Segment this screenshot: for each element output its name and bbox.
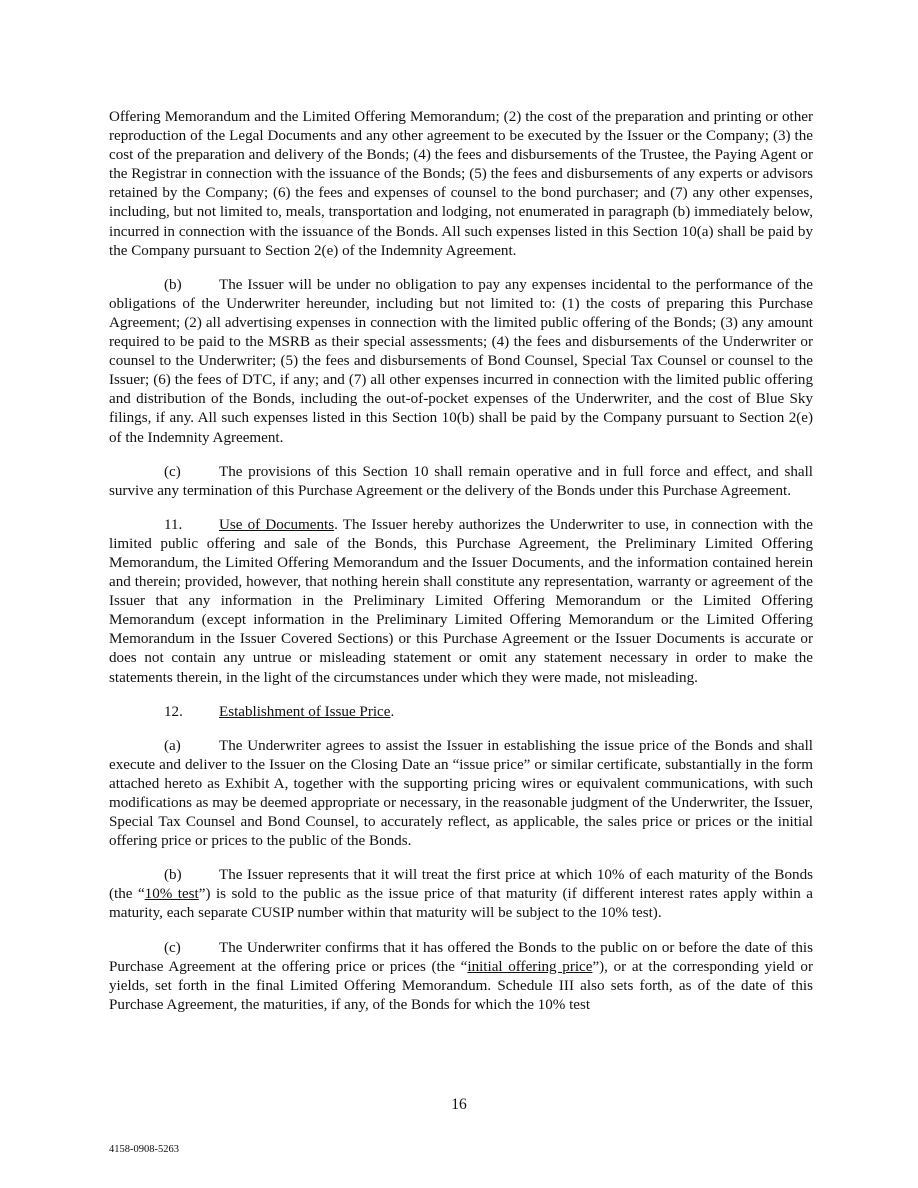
paragraph-label: (b): [164, 867, 182, 884]
paragraph-text: ”), or at the corresponding yield or yields, set forth in the final Limited Offering Memorandum. Schedule III also sets forth, as of the date of this Purchase Agreement, the maturities, if any, of the Bonds for which the 10% test: [109, 958, 813, 1013]
section-12: [109, 703, 813, 722]
paragraph-text: The provisions of this Section 10 shall remain operative and in full force and effect, and shall survive any termination of this Purchase Agreement or the delivery of the Bonds under this Purchase Agreement.: [109, 463, 813, 499]
paragraph-10a-continued: [109, 108, 813, 261]
paragraph-10b: [109, 276, 813, 448]
page-number: 16: [451, 1096, 467, 1113]
paragraph-text: The Underwriter agrees to assist the Issuer in establishing the issue price of the Bonds and shall execute and deliver to the Issuer on the Closing Date an “issue price” or similar certificate, substantially in the form attached hereto as Exhibit A, together with the supporting pricing wires or equivalent communications, with such modifications as may be deemed appropriate or necessary, in the reasonable judgment of the Underwriter, the Issuer, Special Tax Counsel and Bond Counsel, to accurately reflect, as applicable, the sales price or prices or the initial offering price or prices to the public of the Bonds.: [109, 737, 813, 850]
document-id: 4158-0908-5263: [109, 1144, 179, 1155]
paragraph-label: (c): [164, 463, 181, 480]
section-heading: Use of Documents: [219, 516, 335, 533]
defined-term: initial offering price: [467, 958, 593, 975]
paragraph-12c: [109, 939, 813, 1015]
paragraph-label: (a): [164, 737, 181, 754]
section-number: 12.: [164, 703, 183, 720]
paragraph-text: The Issuer will be under no obligation to pay any expenses incidental to the performance of the obligations of the Underwriter hereunder, including but not limited to: (1) the costs of preparing this Purchase Agreement; (2) all advertising expenses in connection with the limited public offering of the Bonds; (3) any amount required to be paid to the MSRB as their special assessments; (4) the fees and disbursements of the Underwriter or counsel to the Underwriter; (5) the fees and disbursements of Bond Counsel, Special Tax Counsel or counsel to the Issuer; (6) the fees of DTC, if any; and (7) all other expenses incurred in connection with the limited public offering and distribution of the Bonds, including the out-of-pocket expenses of the Underwriter, and the cost of Blue Sky filings, if any. All such expenses listed in this Section 10(b) shall be paid by the Company pursuant to Section 2(e) of the Indemnity Agreement.: [109, 276, 813, 446]
paragraph-label: (b): [164, 276, 182, 293]
paragraph-text: The Underwriter confirms that it has offered the Bonds to the public on or before the date of this Purchase Agreement at the offering price or prices (the “: [109, 939, 813, 975]
heading-punctuation: .: [390, 703, 395, 720]
paragraph-label: (c): [164, 939, 181, 956]
section-number: 11.: [164, 516, 183, 533]
defined-term: 10% test: [144, 886, 199, 903]
paragraph-text: . The Issuer hereby authorizes the Underwriter to use, in connection with the limited public offering and sale of the Bonds, this Purchase Agreement, the Preliminary Limited Offering Memorandum, the Limited Offering Memorandum and the Issuer Documents, and the information contained herein and therein; provided, however, that nothing herein shall constitute any representation, warranty or agreement of the Issuer that any information in the Preliminary Limited Offering Memorandum or the Limited Offering Memorandum (except information in the Preliminary Limited Offering Memorandum or the Limited Offering Memorandum in the Issuer Covered Sections) or this Purchase Agreement or the Issuer Documents is accurate or does not contain any untrue or misleading statement or omit any statement necessary in order to make the statements therein, in the light of the circumstances under which they were made, not misleading.: [109, 516, 814, 686]
paragraph-text: Offering Memorandum and the Limited Offering Memorandum; (2) the cost of the preparation and printing or other reproduction of the Legal Documents and any other agreement to be executed by the Issuer or the Company; (3) the cost of the preparation and delivery of the Bonds; (4) the fees and disbursements of the Trustee, the Paying Agent or the Registrar in connection with the issuance of the Bonds; (5) the fees and disbursements of any experts or advisors retained by the Company; (6) the fees and expenses of counsel to the bond purchaser; and (7) any other expenses, including, but not limited to, meals, transportation and lodging, not enumerated in paragraph (b) immediately below, incurred in connection with the issuance of the Bonds. All such expenses listed in this Section 10(a) shall be paid by the Company pursuant to Section 2(e) of the Indemnity Agreement.: [109, 109, 813, 259]
section-11: [109, 516, 813, 688]
paragraph-text: ”) is sold to the public as the issue price of that maturity (if different interest rates apply within a maturity, each separate CUSIP number within that maturity will be subject to the 10% test).: [109, 886, 813, 922]
section-heading: Establishment of Issue Price: [219, 703, 391, 720]
paragraph-text: The Issuer represents that it will treat the first price at which 10% of each maturity of the Bonds (the “: [109, 867, 813, 903]
paragraph-12b: [109, 866, 813, 923]
document-body: [109, 108, 813, 1030]
paragraph-12a: [109, 737, 813, 852]
paragraph-10c: [109, 463, 813, 501]
